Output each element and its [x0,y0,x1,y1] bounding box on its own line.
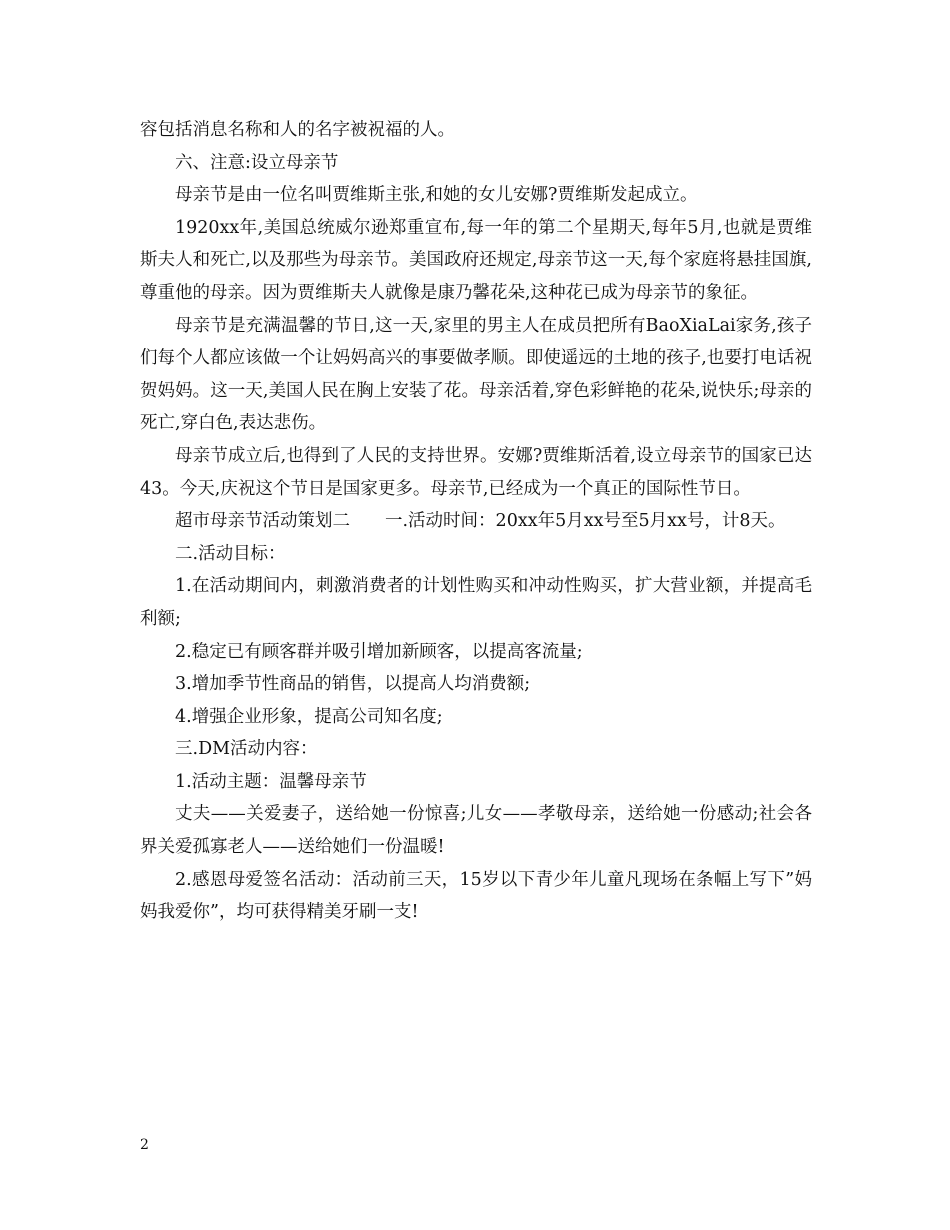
list-item: 3.增加季节性商品的销售，以提高人均消费额; [175,674,531,695]
document-body [140,114,812,929]
page-number: 2 [140,1137,149,1153]
list-item: 2.稳定已有顾客群并吸引增加新顾客，以提高客流量; [175,641,583,662]
paragraph: 母亲节是由一位名叫贾维斯主张,和她的女儿安娜?贾维斯发起成立。 [175,185,698,206]
list-item: 2.感恩母爱签名活动：活动前三天，15岁以下青少年儿童凡现场在条幅上写下”妈妈我爱你”，均可获得精美牙刷一支! [140,869,812,923]
list-item: 4.增强企业形象，提高公司知名度; [175,706,443,727]
section-heading: 六、注意:设立母亲节 [175,152,339,173]
paragraph: 容包括消息名称和人的名字被祝福的人。 [140,120,455,140]
paragraph: 丈夫——关爱妻子，送给她一份惊喜;儿女——孝敬母亲，送给她一份感动;社会各界关爱孤寡老人——送给她们一份温暖! [140,804,812,858]
paragraph: 母亲节是充满温馨的节日,这一天,家里的男主人在成员把所有BaoXiaLai家务,孩子们每个人都应该做一个让妈妈高兴的事要做孝顺。即使遥远的土地的孩子,也要打电话祝贺妈妈。这一天,美国人民在胸上安装了花。母亲活着,穿色彩鲜艳的花朵,说快乐;母亲的死亡,穿白色,表达悲伤。 [140,315,812,434]
list-item: 1.活动主题：温馨母亲节 [175,771,367,792]
section-heading: 三.DM活动内容： [175,739,318,760]
section-heading: 二.活动目标： [175,543,286,564]
list-item: 1.在活动期间内，刺激消费者的计划性购买和冲动性购买，扩大营业额，并提高毛利额; [140,576,812,629]
paragraph: 母亲节成立后,也得到了人民的支持世界。安娜?贾维斯活着,设立母亲节的国家已达43。今天,庆祝这个节日是国家更多。母亲节,已经成为一个真正的国际性节日。 [140,445,812,499]
paragraph: 超市母亲节活动策划二 一.活动时间：20xx年5月xx号至5月xx号，计8天。 [175,511,786,532]
paragraph: 1920xx年,美国总统威尔逊郑重宣布,每一年的第二个星期天,每年5月,也就是贾维斯夫人和死亡,以及那些为母亲节。美国政府还规定,母亲节这一天,每个家庭将悬挂国旗,尊重他的母亲。因为贾维斯夫人就像是康乃馨花朵,这种花已成为母亲节的象征。 [140,217,812,303]
